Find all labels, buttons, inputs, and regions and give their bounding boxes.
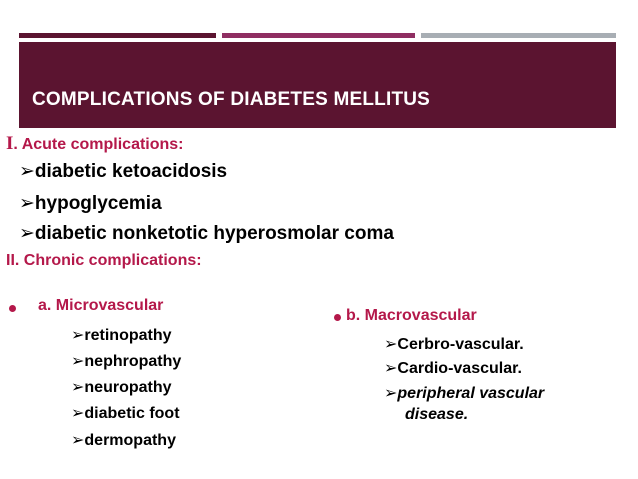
- macro-item-label: peripheral vascular: [397, 385, 545, 402]
- acute-item: [19, 192, 162, 215]
- acute-item: [19, 222, 394, 245]
- macro-item-label: Cerbro-vascular.: [397, 336, 524, 353]
- slide-title: COMPLICATIONS OF DIABETES MELLITUS: [32, 89, 431, 110]
- micro-item-label: neuropathy: [84, 379, 172, 396]
- micro-item-label: retinopathy: [84, 327, 172, 344]
- micro-bullet-icon: [9, 305, 16, 312]
- arrow-bullet-icon: ➢: [19, 222, 35, 244]
- acute-numeral: I: [6, 133, 14, 154]
- arrow-bullet-icon: ➢: [19, 160, 35, 182]
- micro-item: [71, 430, 176, 450]
- arrow-bullet-icon: ➢: [384, 334, 398, 353]
- acute-heading-label: . Acute complications:: [13, 136, 184, 153]
- macrovascular-heading: b. Macrovascular: [346, 307, 477, 324]
- microvascular-heading: a. Microvascular: [38, 297, 164, 314]
- arrow-bullet-icon: ➢: [71, 325, 85, 344]
- arrow-bullet-icon: ➢: [384, 358, 398, 377]
- acute-heading: [6, 133, 184, 155]
- macro-item-continuation: disease.: [405, 406, 469, 423]
- acute-item-label: hypoglycemia: [34, 193, 162, 214]
- header-stripe-gray: [421, 33, 616, 38]
- acute-item: [19, 160, 227, 183]
- arrow-bullet-icon: ➢: [71, 403, 85, 422]
- micro-item: [71, 351, 181, 371]
- acute-item-label: diabetic nonketotic hyperosmolar coma: [34, 223, 394, 244]
- macro-bullet-icon: [334, 314, 341, 321]
- macro-item-label: Cardio-vascular.: [397, 360, 522, 377]
- arrow-bullet-icon: ➢: [19, 192, 35, 214]
- macro-item: [384, 334, 524, 354]
- arrow-bullet-icon: ➢: [71, 351, 85, 370]
- acute-item-label: diabetic ketoacidosis: [34, 161, 228, 182]
- header-stripe-mauve: [222, 33, 415, 38]
- chronic-heading: II. Chronic complications:: [6, 252, 202, 269]
- arrow-bullet-icon: ➢: [71, 377, 85, 396]
- micro-item: [71, 403, 180, 423]
- micro-item: [71, 325, 172, 345]
- micro-item-label: diabetic foot: [84, 405, 180, 422]
- micro-item: [71, 377, 172, 397]
- macro-item: [384, 383, 544, 403]
- micro-item-label: dermopathy: [84, 432, 176, 449]
- macro-item: [384, 358, 522, 378]
- micro-item-label: nephropathy: [84, 353, 182, 370]
- header-stripe-dark: [19, 33, 216, 38]
- arrow-bullet-icon: ➢: [71, 430, 85, 449]
- title-banner: [19, 42, 616, 128]
- arrow-bullet-icon: ➢: [384, 383, 398, 402]
